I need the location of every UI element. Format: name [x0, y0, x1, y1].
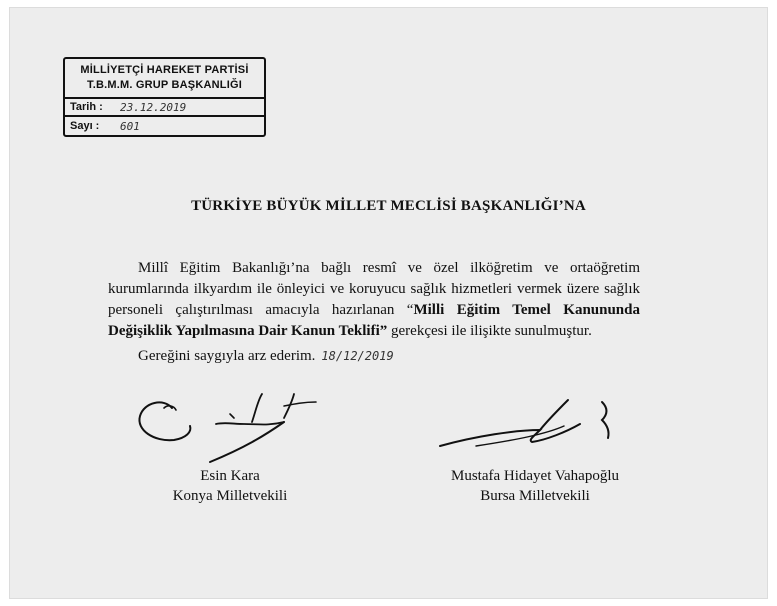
stamp-date-row — [65, 99, 264, 117]
closing-date: 18/12/2019 — [321, 349, 394, 363]
signer-left-name: Esin Kara — [200, 468, 260, 484]
signature-right — [436, 396, 626, 456]
letter-body — [108, 258, 640, 342]
letter-closing — [138, 348, 394, 365]
signer-right-title: Bursa Milletvekili — [480, 488, 590, 504]
letter-body-part1: Millî Eğitim Bakanlığı’na bağlı resmî ve özel ilköğretim ve ortaöğretim kurumlarında ilkyardım ile önleyici ve koruyucu sağlık hizmetleri vermek üzere sağlık personeli çalıştırılması amacıyla hazırlanan “ — [108, 260, 640, 318]
registry-stamp — [63, 57, 266, 137]
signer-left — [140, 466, 320, 506]
closing-text: Gereğini saygıyla arz ederim. — [138, 348, 316, 364]
stamp-party-name: MİLLİYETÇİ HAREKET PARTİSİ — [80, 64, 249, 76]
bill-title: Milli Eğitim Temel Kanununda Değişiklik Yapılmasına Dair Kanun Teklifi” — [108, 302, 640, 339]
stamp-number-value: 601 — [120, 119, 140, 133]
stamp-header — [65, 59, 264, 99]
stamp-date-value: 23.12.2019 — [120, 100, 187, 114]
stamp-group-name: T.B.M.M. GRUP BAŞKANLIĞI — [87, 79, 242, 91]
letter-title: TÜRKİYE BÜYÜK MİLLET MECLİSİ BAŞKANLIĞI’NA — [191, 198, 586, 214]
signer-left-title: Konya Milletvekili — [172, 488, 288, 504]
signer-right-name: Mustafa Hidayet Vahapoğlu — [450, 468, 620, 484]
stamp-number-row — [65, 117, 264, 135]
stamp-date-label: Tarih : — [70, 101, 103, 113]
signature-left — [134, 388, 324, 468]
letter-body-part2: gerekçesi ile ilişikte sunulmuştur. — [387, 323, 592, 339]
stamp-number-label: Sayı : — [70, 120, 100, 132]
signer-right — [420, 466, 650, 506]
